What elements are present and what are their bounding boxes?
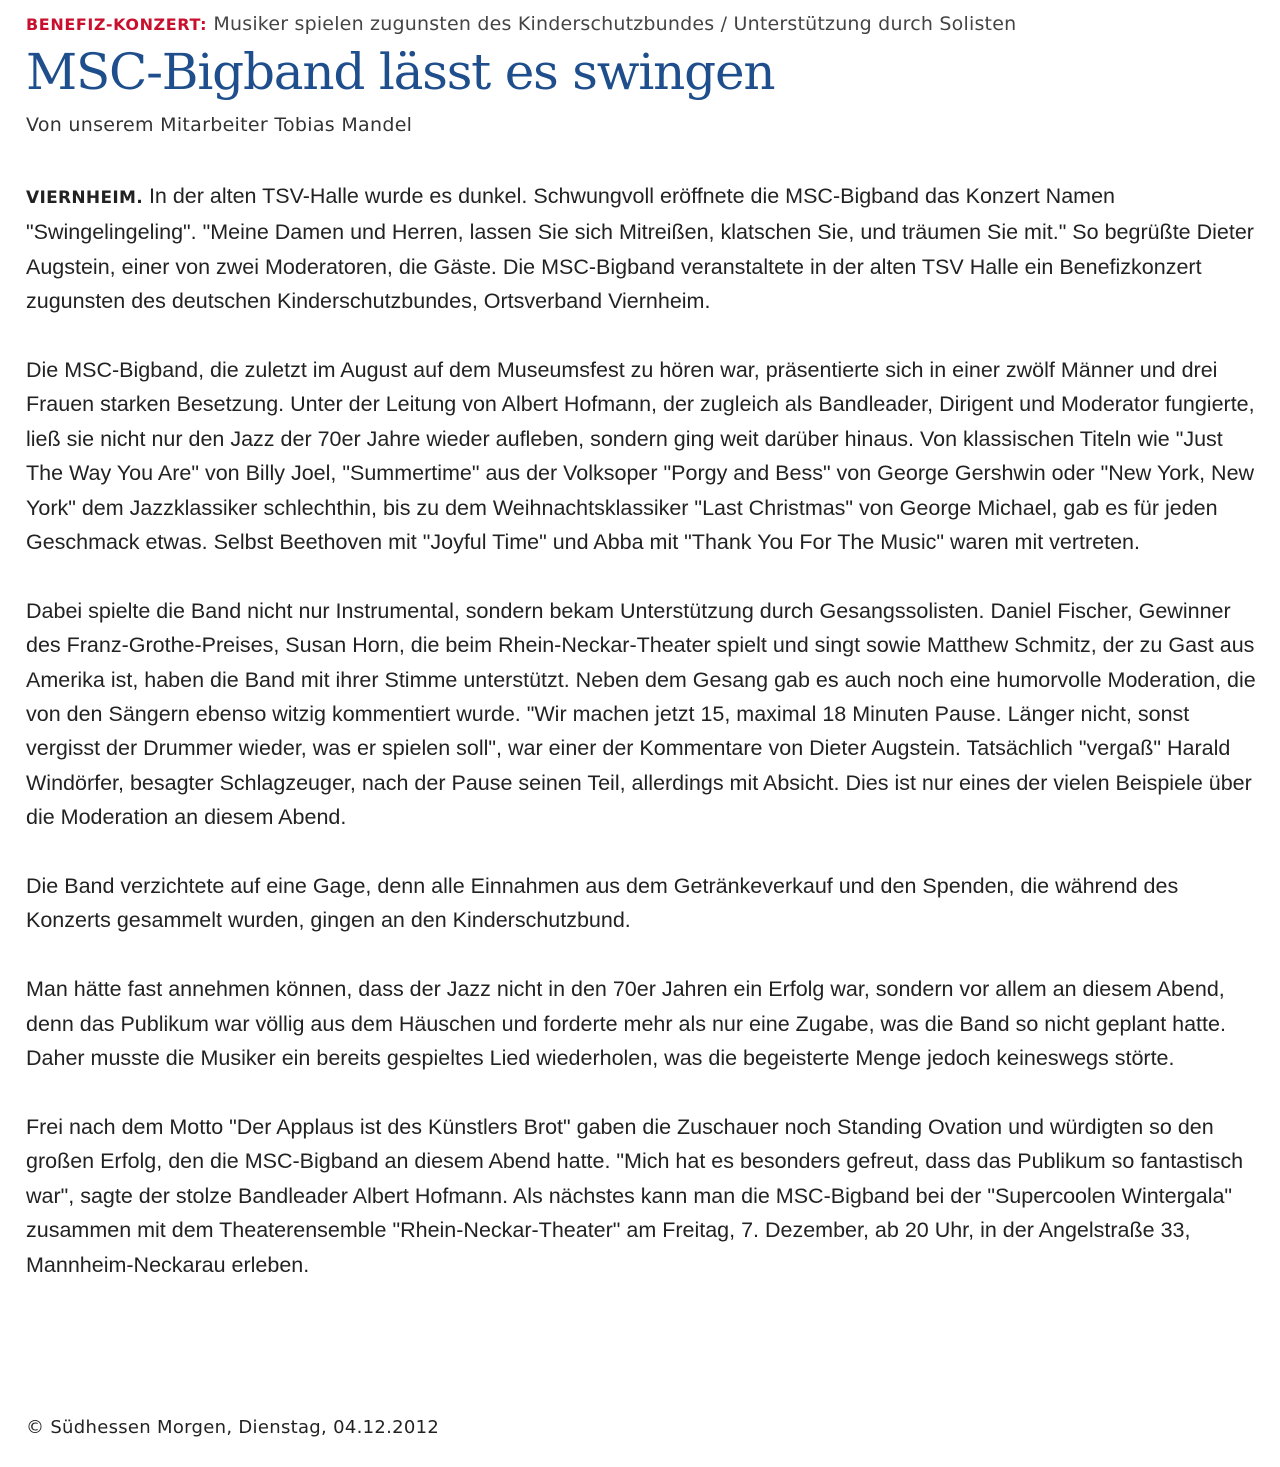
kicker-line <box>26 10 1256 39</box>
paragraph-4: Die Band verzichtete auf eine Gage, denn alle Einnahmen aus dem Getränkeverkauf und den Spenden, die während des Konzerts gesammelt wurden, gingen an den Kinderschutzbund. <box>26 874 1179 933</box>
paragraph-5: Man hätte fast annehmen können, dass der Jazz nicht in den 70er Jahren ein Erfolg war, sondern vor allem an diesem Abend, denn das Publikum war völlig aus dem Häuschen und forderte mehr als nur eine Zugabe, was die Band so nicht geplant hatte. Daher musste die Musiker ein bereits gespieltes Lied wiederholen, was die begeisterte Menge jedoch keineswegs störte. <box>26 977 1226 1071</box>
headline: MSC-Bigband lässt es swingen <box>26 43 775 101</box>
paragraph-2: Die MSC-Bigband, die zuletzt im August auf dem Museumsfest zu hören war, präsentierte sich in einer zwölf Männer und drei Frauen starken Besetzung. Unter der Leitung von Albert Hofmann, der zugleich als Bandleader, Dirigent und Moderator fungierte, ließ sie nicht nur den Jazz der 70er Jahre wieder aufleben, sondern ging weit darüber hinaus. Von klassischen Titeln wie "Just The Way You Are" von Billy Joel, "Summertime" aus der Volksoper "Porgy and Bess" von George Gershwin oder "New York, New York" dem Jazzklassiker schlechthin, bis zu dem Weihnachtsklassiker "Last Christmas" von George Michael, gab es für jeden Geschmack etwas. Selbst Beethoven mit "Joyful Time" und Abba mit "Thank You For The Music" waren mit vertreten. <box>26 358 1255 555</box>
article <box>26 10 1256 1316</box>
paragraph-3: Dabei spielte die Band nicht nur Instrumental, sondern bekam Unterstützung durch Gesangssolisten. Daniel Fischer, Gewinner des Franz-Grothe-Preises, Susan Horn, die beim Rhein-Neckar-Theater spielt und singt sowie Matthew Schmitz, der zu Gast aus Amerika ist, haben die Band mit ihrer Stimme unterstützt. Neben dem Gesang gab es auch noch eine humorvolle Moderation, die von den Sängern ebenso witzig kommentiert wurde. "Wir machen jetzt 15, maximal 18 Minuten Pause. Länger nicht, sonst vergisst der Drummer wieder, was er spielen soll", war einer der Kommentare von Dieter Augstein. Tatsächlich "vergaß" Harald Windörfer, besagter Schlagzeuger, nach der Pause seinen Teil, allerdings mit Absicht. Dies ist nur eines der vielen Beispiele über die Moderation an diesem Abend. <box>26 598 1256 830</box>
paragraph-1 <box>26 179 1256 319</box>
dateline: VIERNHEIM. <box>26 188 143 208</box>
paragraph-6: Frei nach dem Motto "Der Applaus ist des Künstlers Brot" gaben die Zuschauer noch Standing Ovation und würdigten so den großen Erfolg, den die MSC-Bigband an diesem Abend hatte. "Mich hat es besonders gefreut, dass das Publikum so fantastisch war", sagte der stolze Bandleader Albert Hofmann. Als nächstes kann man die MSC-Bigband bei der "Supercoolen Wintergala" zusammen mit dem Theaterensemble "Rhein-Neckar-Theater" am Freitag, 7. Dezember, ab 20 Uhr, in der Angelstraße 33, Mannheim-Neckarau erleben. <box>26 1114 1244 1277</box>
paragraph-1-text: In der alten TSV-Halle wurde es dunkel. Schwungvoll eröffnete die MSC-Bigband das Konzert Namen "Swingelingeling". "Meine Damen und Herren, lassen Sie sich Mitreißen, klatschen Sie, und träumen Sie mit." So begrüßte Dieter Augstein, einer von zwei Moderatoren, die Gäste. Die MSC-Bigband veranstaltete in der alten TSV Halle ein Benefizkonzert zugunsten des deutschen Kinderschutzbundes, Ortsverband Viernheim. <box>26 184 1254 314</box>
subheadline: Musiker spielen zugunsten des Kinderschutzbundes / Unterstützung durch Solisten <box>213 13 1017 35</box>
byline: Von unserem Mitarbeiter Tobias Mandel <box>26 114 413 136</box>
kicker-label: BENEFIZ-KONZERT: <box>26 15 208 34</box>
copyright-footer: © Südhessen Morgen, Dienstag, 04.12.2012 <box>26 1417 440 1438</box>
article-body <box>26 179 1256 1282</box>
